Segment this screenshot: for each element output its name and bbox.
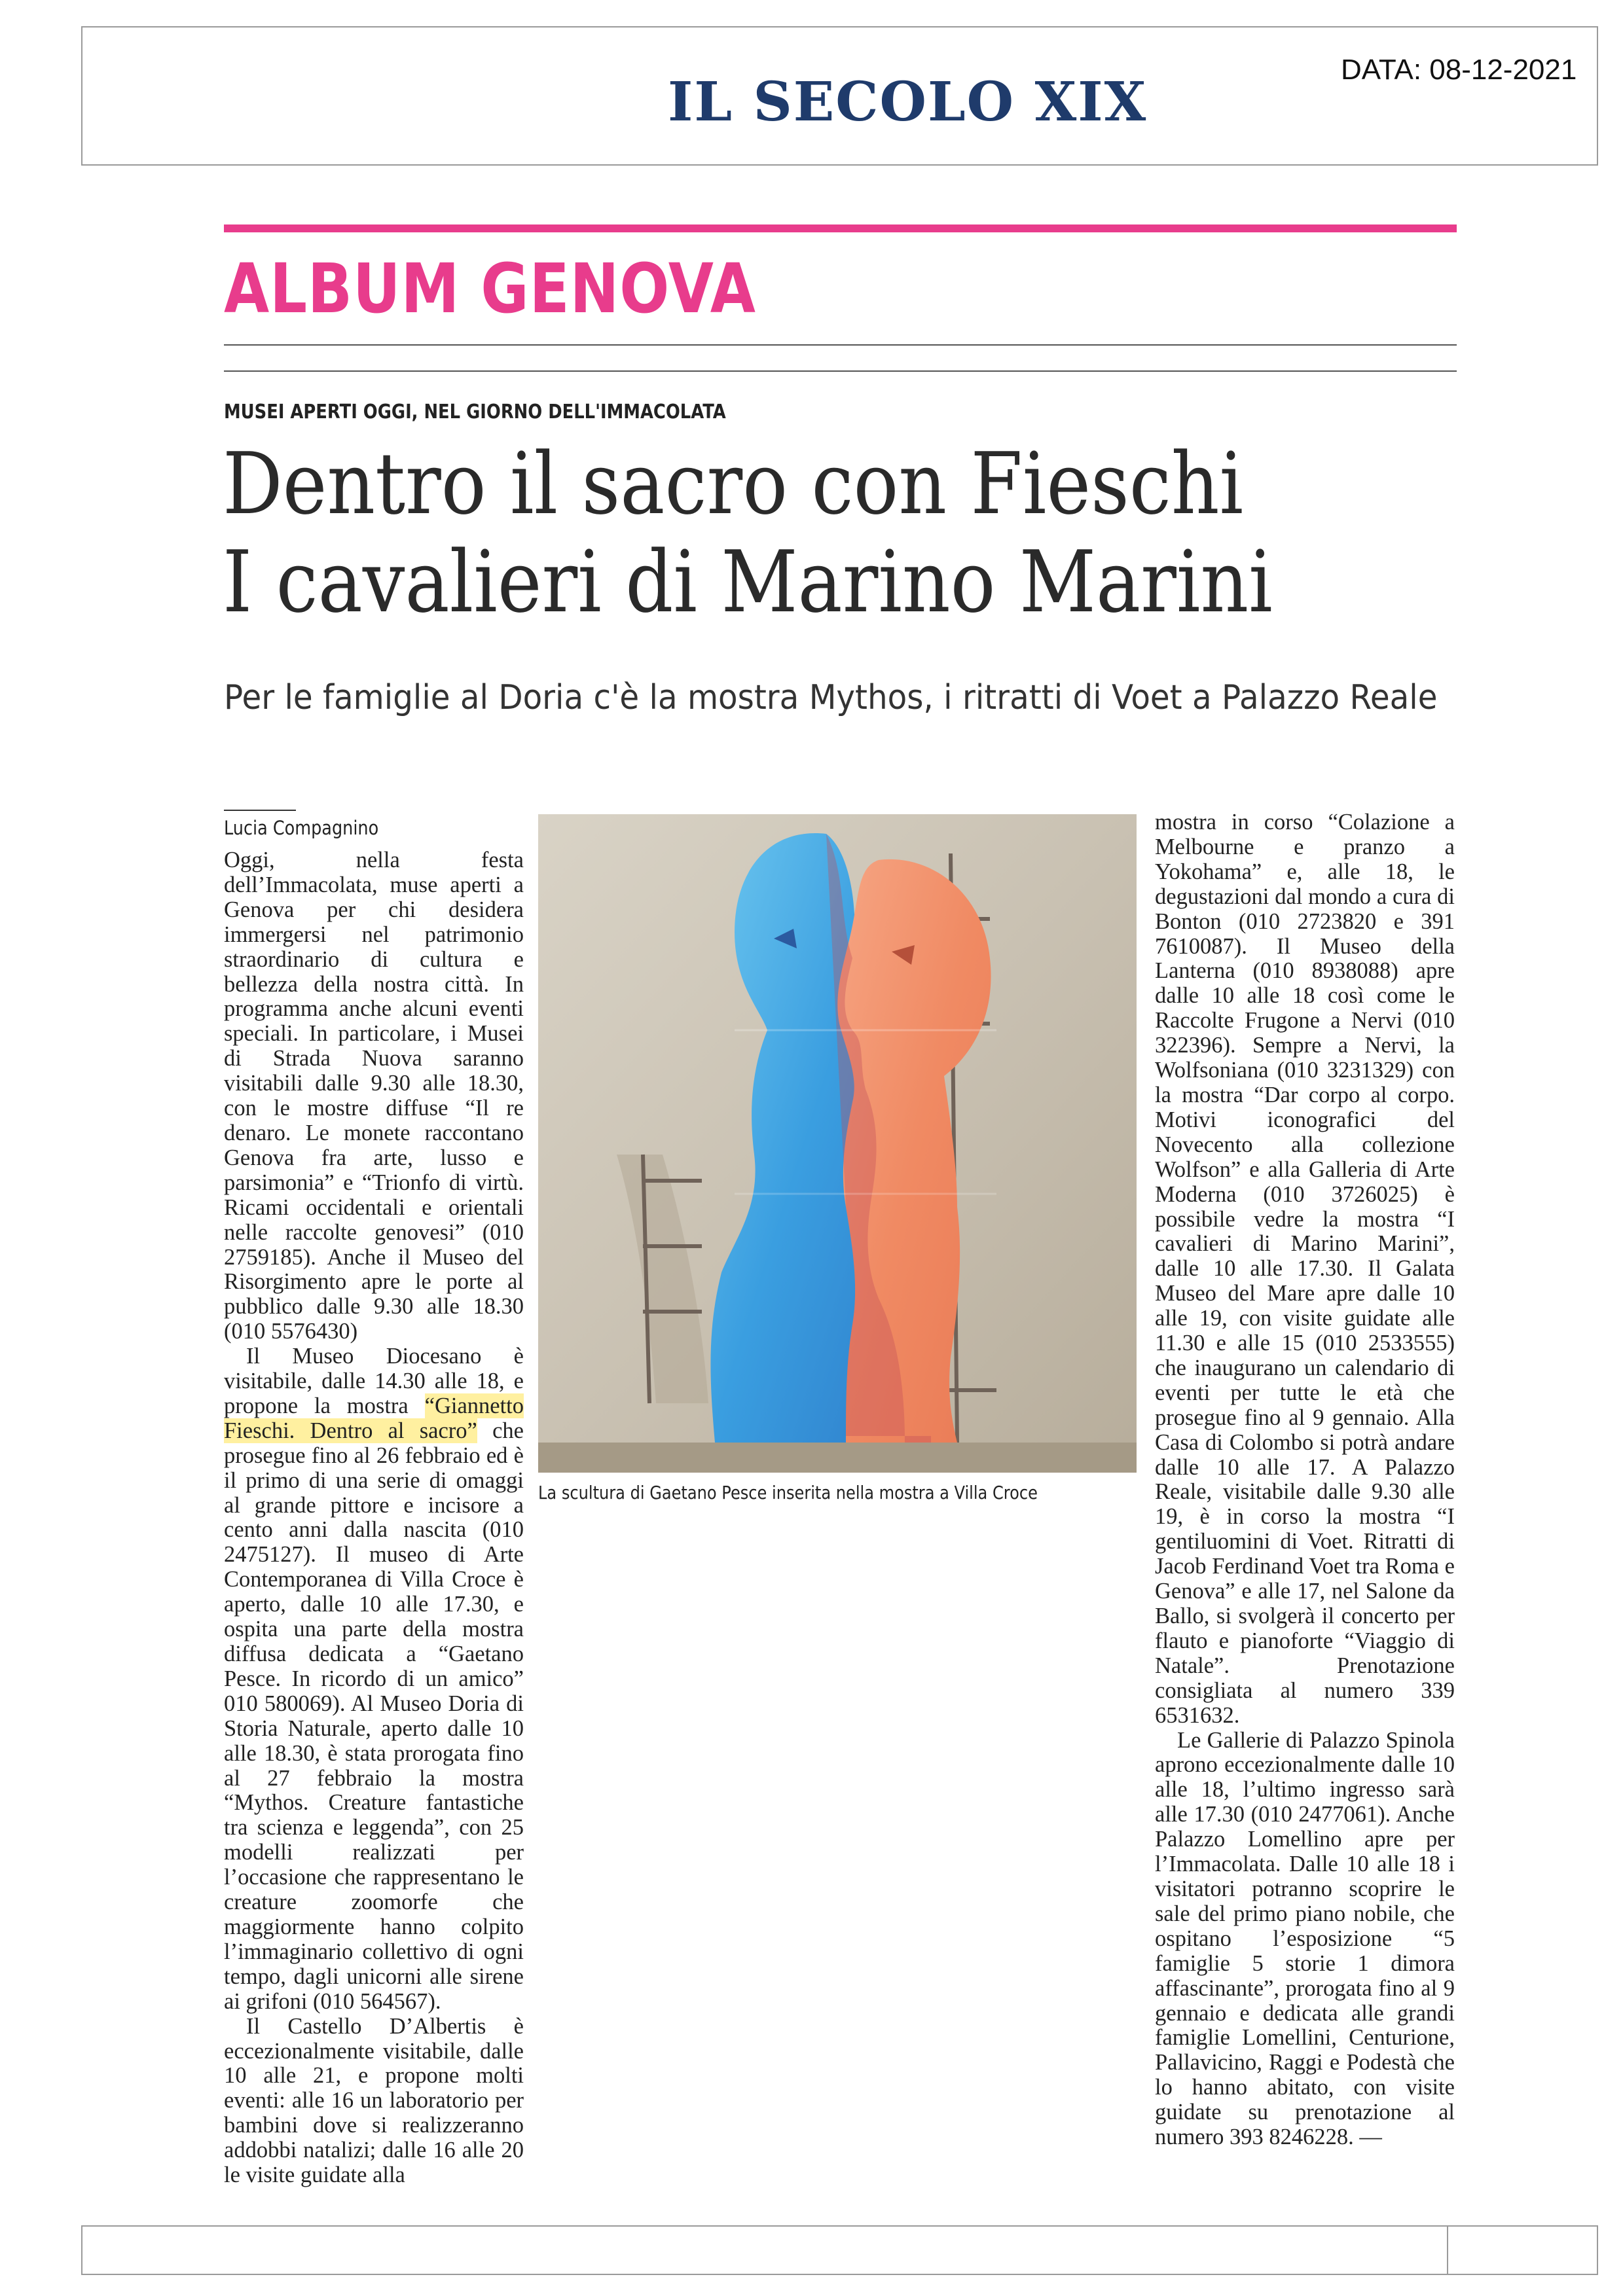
article-subhead: Per le famiglie al Doria c'è la mostra Mythos, i ritratti di Voet a Palazzo Reale (224, 678, 1438, 717)
article-kicker: MUSEI APERTI OGGI, NEL GIORNO DELL'IMMACOLATA (224, 401, 726, 423)
section-accent-bar (224, 224, 1457, 232)
author-rule (224, 810, 296, 811)
paragraph (224, 1344, 524, 2014)
paragraph: Oggi, nella festa dell’Immacolata, muse aperti a Genova per chi desidera immergersi nel patrimonio straordinario di cultura e bellezza della nostra città. In programma anche alcuni eventi speciali. In particolare, i Musei di Strada Nuova saranno visitabili dalle 9.30 alle 18.30, con le mostre diffuse “Il re denaro. Le monete raccontano Genova fra arte, lusso e parsimonia” e “Trionfo di virtù. Ricami occidentali e orientali nelle raccolte genovesi” (010 2759185). Anche il Museo del Risorgimento apre le porte al pubblico dalle 9.30 alle 18.30 (010 5576430) (224, 848, 524, 1344)
photo-caption: La scultura di Gaetano Pesce inserita nella mostra a Villa Croce (538, 1482, 1038, 1503)
footer-divider (1447, 2225, 1448, 2275)
paragraph: mostra in corso “Colazione a Melbourne e pranzo a Yokohama” e, alle 18, le degustazioni dal mondo a cura di Bonton (010 2723820 e 391 7610087). Il Museo della Lanterna (010 8938088) apre dalle 10 alle 18 così come le Raccolte Frugone a Nervi (010 322396). Sempre a Nervi, la Wolfsoniana (010 3231329) con la mostra “Dar corpo al corpo. Motivi iconografici del Novecento alla collezione Wolfson” e alla Galleria di Arte Moderna (010 3726025) è possibile vedre la mostra “I cavalieri di Marino Marini”, dalle 10 alle 17.30. Il Galata Museo del Mare apre dalle 10 alle 19, con visite guidate alle 11.30 e alle 15 (010 2533555) che inaugurano un calendario di eventi per tutte le età che prosegue fino al 9 gennaio. Alla Casa di Colombo si potrà andare dalle 10 alle 17. A Palazzo Reale, visitabile dalle 9.30 alle 19, è in corso la mostra “I gentiluomini di Voet. Ritratti di Jacob Ferdinand Voet tra Roma e Genova” e alle 17, nel Salone da Ballo, si svolgerà il concerto per flauto e pianoforte “Viaggio di Natale”. Prenotazione consigliata al numero 339 6531632. (1155, 810, 1455, 1728)
masthead-logo: IL SECOLO XIX (668, 71, 1148, 134)
article-column-1 (224, 848, 524, 2188)
article-column-3 (1155, 810, 1455, 2150)
highlighted-title: “Giannetto Fieschi. Dentro al sacro” (224, 1393, 524, 1443)
footer-frame (81, 2225, 1598, 2275)
article-headline (223, 435, 1273, 631)
article-author: Lucia Compagnino (224, 817, 379, 839)
text-run: che prosegue fino al 26 febbraio ed è il primo di una serie di omaggi al grande pittore e incisore a cento anni dalla nascita (010 2475127). Il museo di Arte Contemporanea di Villa Croce è aperto, dalle 10 alle 17.30, e ospita una parte della mostra diffusa dedicata a “Gaetano Pesce. In ricordo di un amico” 010 580069). Al Museo Doria di Storia Naturale, aperto dalle 10 alle 18.30, è stata prorogata fino al 27 febbraio la mostra “Mythos. Creature fantastiche tra scienza e leggenda”, con 25 modelli realizzati per l’occasione che rappresentano le creature zoomorfe che maggiormente hanno colpito l’immaginario collettivo di ogni tempo, dagli unicorni alle sirene ai grifoni (010 564567). (224, 1418, 524, 2014)
sculpture-photo (538, 814, 1137, 1473)
publication-date: DATA: 08-12-2021 (1341, 54, 1577, 86)
paragraph: Le Gallerie di Palazzo Spinola aprono eccezionalmente dalle 10 alle 18, l’ultimo ingresso sarà alle 17.30 (010 2477061). Anche Palazzo Lomellino apre per l’Immacolata. Dalle 10 alle 18 i visitatori potranno scoprire le sale del primo piano nobile, che ospitano l’esposizione “5 famiglie 5 storie 1 dimora affascinante”, prorogata fino al 9 gennaio e dedicata alle grandi famiglie Lomellini, Centurione, Pallavicino, Raggi e Podestà che lo hanno abitato, con visite guidate su prenotazione al numero 393 8246228. — (1155, 1727, 1455, 2150)
section-title: ALBUM GENOVA (224, 249, 756, 329)
headline-line: Dentro il sacro con Fieschi (223, 434, 1244, 533)
text-run: Il Museo Diocesano è visitabile, dalle 14.30 alle 18, e propone la mostra (224, 1344, 524, 1418)
paragraph: Il Castello D’Albertis è eccezionalmente visitabile, dalle 10 alle 21, e propone molti eventi: alle 16 un laboratorio per bambini dove si realizzeranno addobbi natalizi; dalle 16 alle 20 le visite guidate alla (224, 2013, 524, 2188)
section-rule (224, 370, 1457, 372)
headline-line: I cavalieri di Marino Marini (223, 532, 1273, 632)
section-rule (224, 344, 1457, 346)
